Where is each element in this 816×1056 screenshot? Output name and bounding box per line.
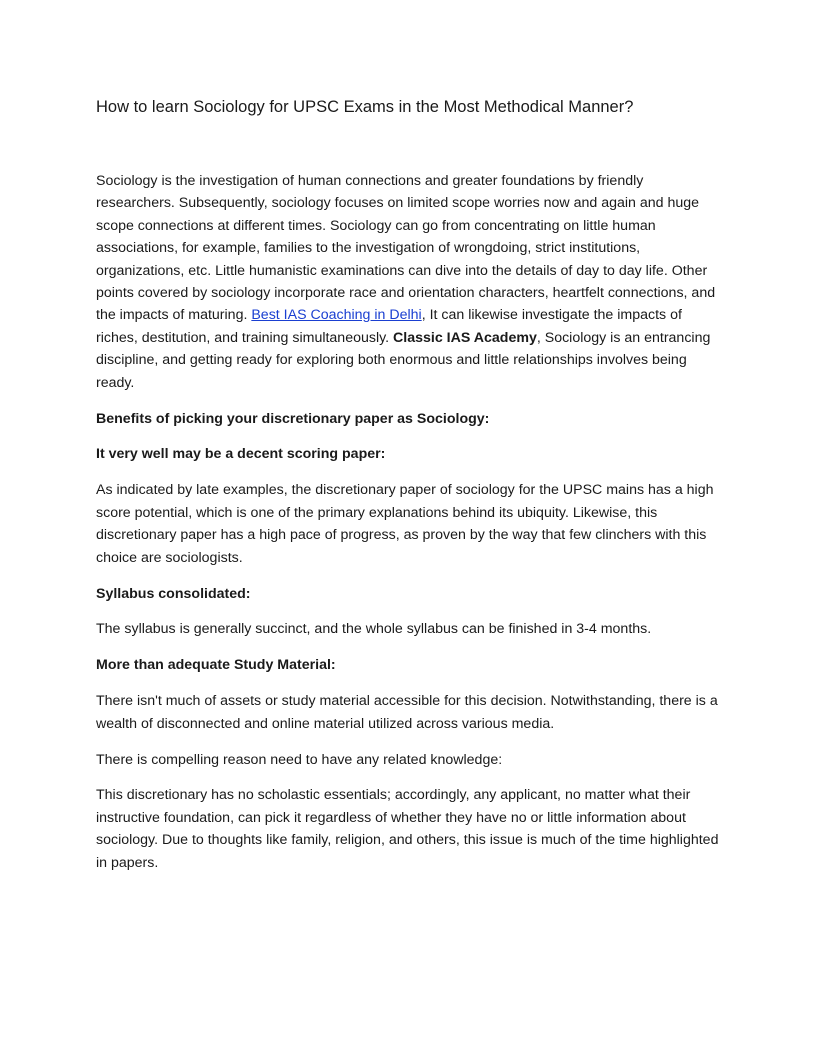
scoring-heading: It very well may be a decent scoring paper: [96,446,386,463]
coaching-link[interactable]: Best IAS Coaching in Delhi [251,307,422,324]
intro-paragraph [96,170,720,394]
syllabus-paragraph: The syllabus is generally succinct, and the whole syllabus can be finished in 3-4 months. [96,621,652,638]
final-paragraph: This discretionary has no scholastic essentials; accordingly, any applicant, no matter what their instructive foundation, can pick it regardless of whether they have no or little information about sociology. Due to thoughts like family, religion, and others, this issue is much of the time highlighted in papers. [96,787,719,871]
knowledge-paragraph: There is compelling reason need to have any related knowledge: [96,751,503,768]
intro-text-2: , It can likewise investigate the impacts of riches, destitution, and training simultaneously. [96,307,682,346]
page-title: How to learn Sociology for UPSC Exams in the Most Methodical Manner? [96,98,634,116]
syllabus-heading: Syllabus consolidated: [96,585,251,602]
intro-text-3: , Sociology is an entrancing discipline, and getting ready for exploring both enormous and little relationships involves being ready. [96,329,711,391]
study-material-paragraph: There isn't much of assets or study material accessible for this decision. Notwithstanding, there is a wealth of disconnected and online material utilized across various media. [96,693,718,732]
document-body [96,170,720,888]
benefits-heading: Benefits of picking your discretionary paper as Sociology: [96,410,490,427]
study-material-heading: More than adequate Study Material: [96,657,336,674]
scoring-paragraph: As indicated by late examples, the discretionary paper of sociology for the UPSC mains has a high score potential, which is one of the primary explanations behind its ubiquity. Likewise, this discretionary paper has a high pace of progress, as proven by the way that few clinchers with this choice are sociologists. [96,482,714,566]
academy-name: Classic IAS Academy [393,329,537,346]
intro-text-1: Sociology is the investigation of human connections and greater foundations by friendly researchers. Subsequently, sociology focuses on limited scope worries now and again and huge scope connections at different times. Sociology can go from concentrating on little human associations, for example, families to the investigation of wrongdoing, strict institutions, organizations, etc. Little humanistic examinations can dive into the details of day to day life. Other points covered by sociology incorporate race and orientation characters, heartfelt connections, and the impacts of maturing. [96,173,716,324]
